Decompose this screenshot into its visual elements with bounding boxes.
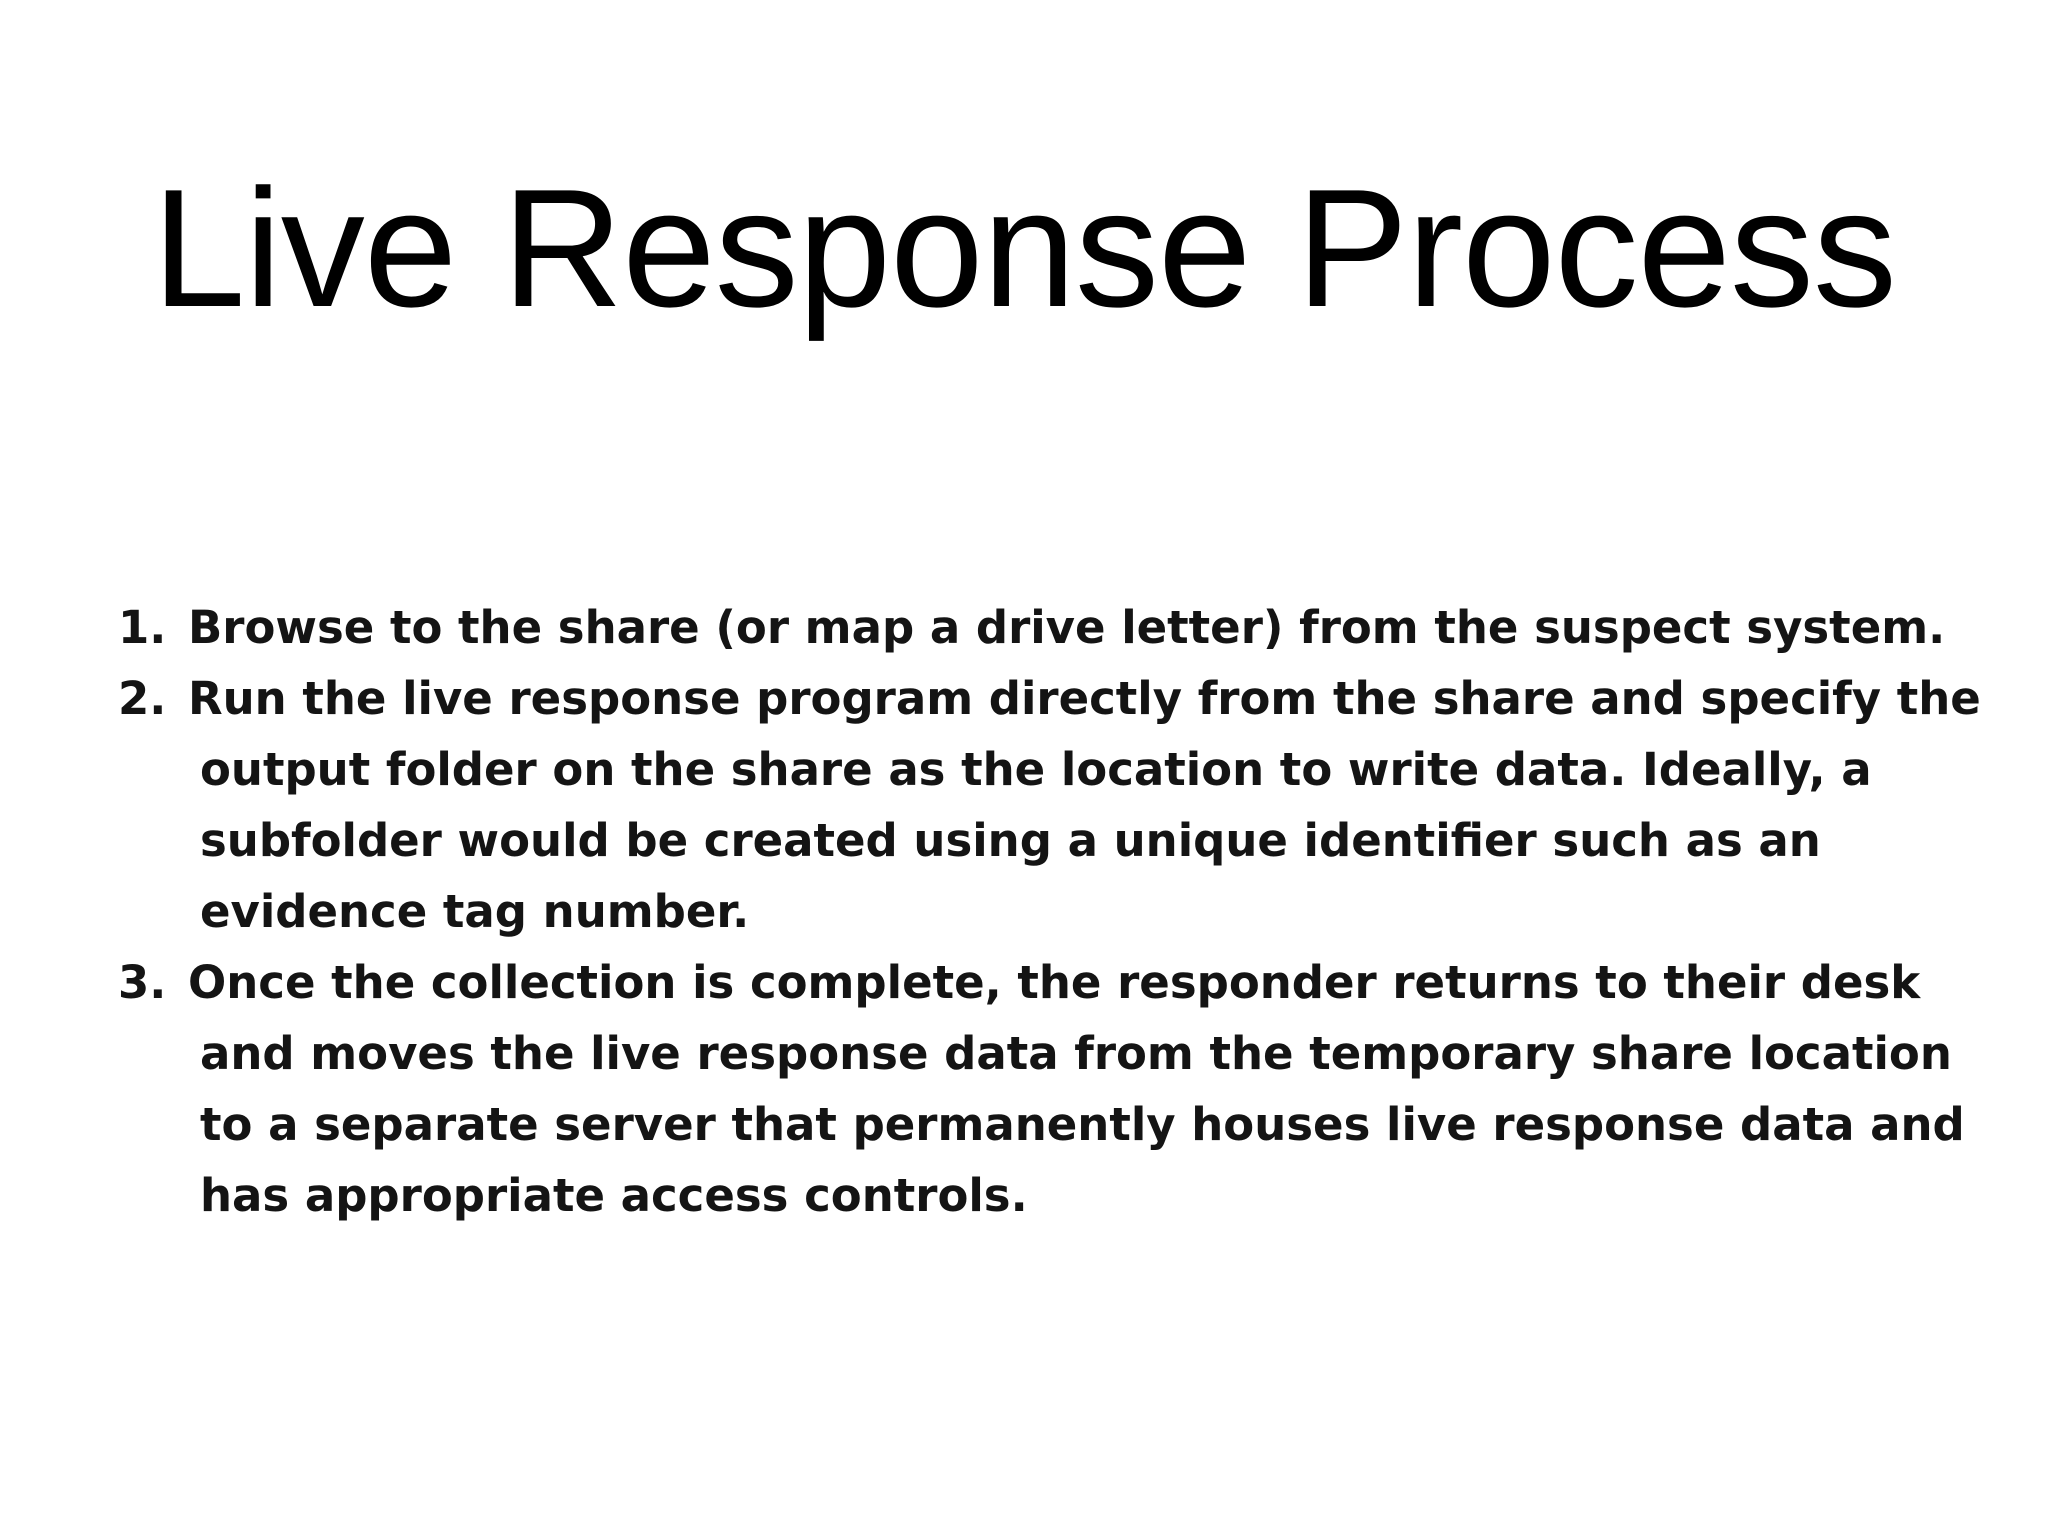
step-item [118,663,1998,947]
step-text: Once the collection is complete, the responder returns to their desk and moves the live response data from the temporary share location to a separate server that permanently houses live response data and has appropriate access controls. [188,956,1965,1222]
slide-title: Live Response Process [152,154,1896,342]
step-item [118,592,1998,663]
step-number: 3. [118,956,167,1009]
step-number: 2. [118,672,167,725]
step-number: 1. [118,601,167,654]
step-text: Browse to the share (or map a drive letter) from the suspect system. [188,601,1946,654]
step-item [118,947,1998,1231]
steps-list [118,592,1998,1231]
step-text: Run the live response program directly from the share and specify the output folder on the share as the location to write data. Ideally, a subfolder would be created using a unique identifier such as an evidence tag number. [188,672,1981,938]
